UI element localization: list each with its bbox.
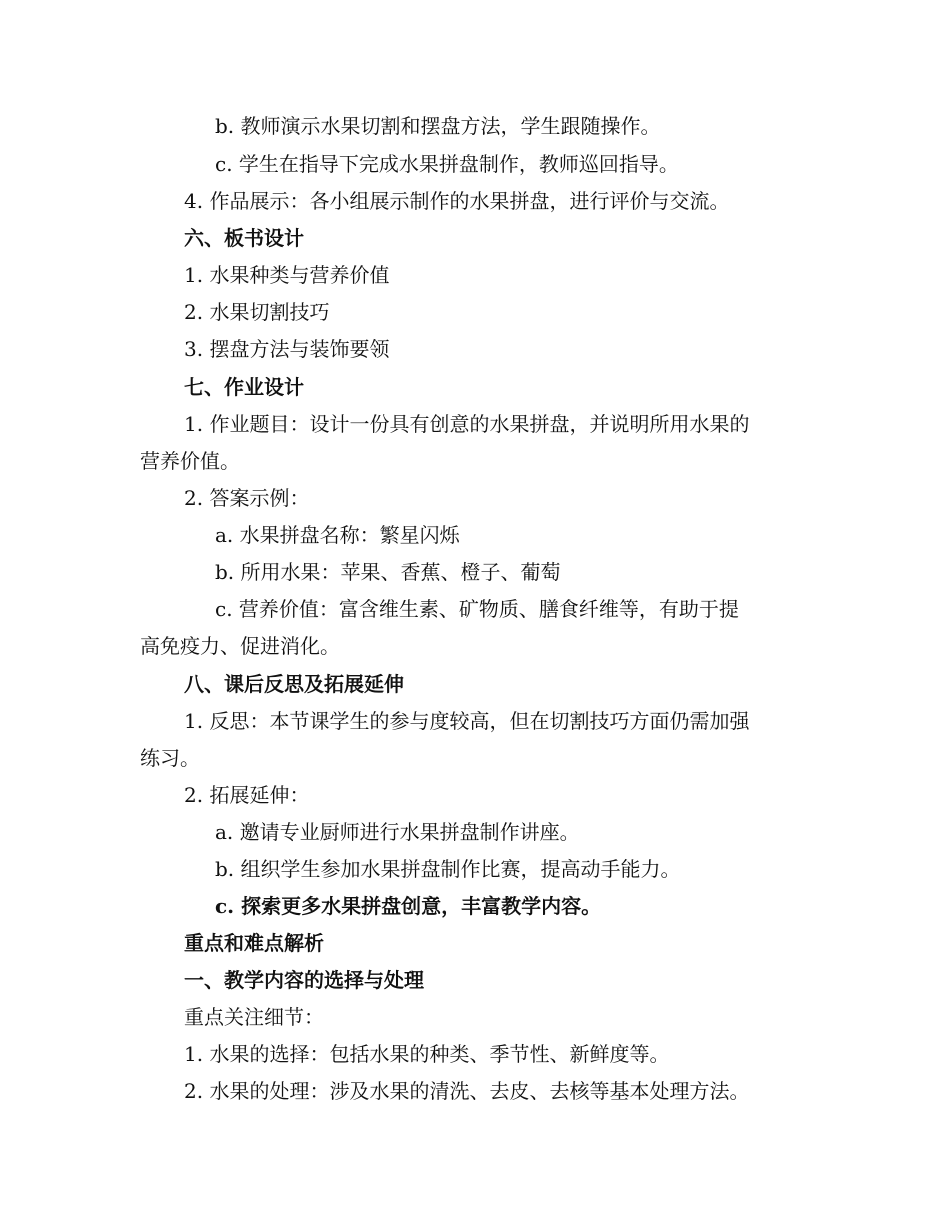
list-item: 2. 水果的处理：涉及水果的清洗、去皮、去核等基本处理方法。 [184, 1079, 750, 1103]
list-item: 1. 水果的选择：包括水果的种类、季节性、新鲜度等。 [184, 1042, 670, 1066]
paragraph-line: 练习。 [140, 746, 200, 770]
list-item: b. 组织学生参加水果拼盘制作比赛，提高动手能力。 [215, 857, 681, 881]
paragraph-line: 高免疫力、促进消化。 [140, 634, 340, 658]
list-item: 1. 反思：本节课学生的参与度较高，但在切割技巧方面仍需加强 [184, 709, 750, 733]
section-heading: 重点和难点解析 [184, 931, 324, 955]
list-item: a. 邀请专业厨师进行水果拼盘制作讲座。 [215, 820, 580, 844]
paragraph-line: 重点关注细节： [184, 1005, 324, 1029]
list-item: c. 学生在指导下完成水果拼盘制作，教师巡回指导。 [215, 152, 679, 176]
list-item: 4. 作品展示：各小组展示制作的水果拼盘，进行评价与交流。 [184, 189, 730, 213]
list-item: 2. 答案示例： [184, 486, 310, 510]
section-heading: 七、作业设计 [184, 375, 304, 399]
list-item: 3. 摆盘方法与装饰要领 [184, 337, 390, 361]
list-item: c. 探索更多水果拼盘创意，丰富教学内容。 [215, 894, 602, 918]
paragraph-line: 营养价值。 [140, 449, 240, 473]
section-heading: 八、课后反思及拓展延伸 [184, 672, 404, 696]
list-item: 1. 水果种类与营养价值 [184, 263, 390, 287]
list-item: c. 营养价值：富含维生素、矿物质、膳食纤维等，有助于提 [215, 597, 739, 621]
list-item: 1. 作业题目：设计一份具有创意的水果拼盘，并说明所用水果的 [184, 412, 750, 436]
list-item: 2. 水果切割技巧 [184, 300, 330, 324]
list-item: 2. 拓展延伸： [184, 783, 310, 807]
list-item: a. 水果拼盘名称：繁星闪烁 [215, 523, 460, 547]
list-item: b. 教师演示水果切割和摆盘方法，学生跟随操作。 [215, 114, 661, 138]
section-heading: 六、板书设计 [184, 226, 304, 250]
list-item: b. 所用水果：苹果、香蕉、橙子、葡萄 [215, 560, 561, 584]
section-heading: 一、教学内容的选择与处理 [184, 968, 424, 992]
